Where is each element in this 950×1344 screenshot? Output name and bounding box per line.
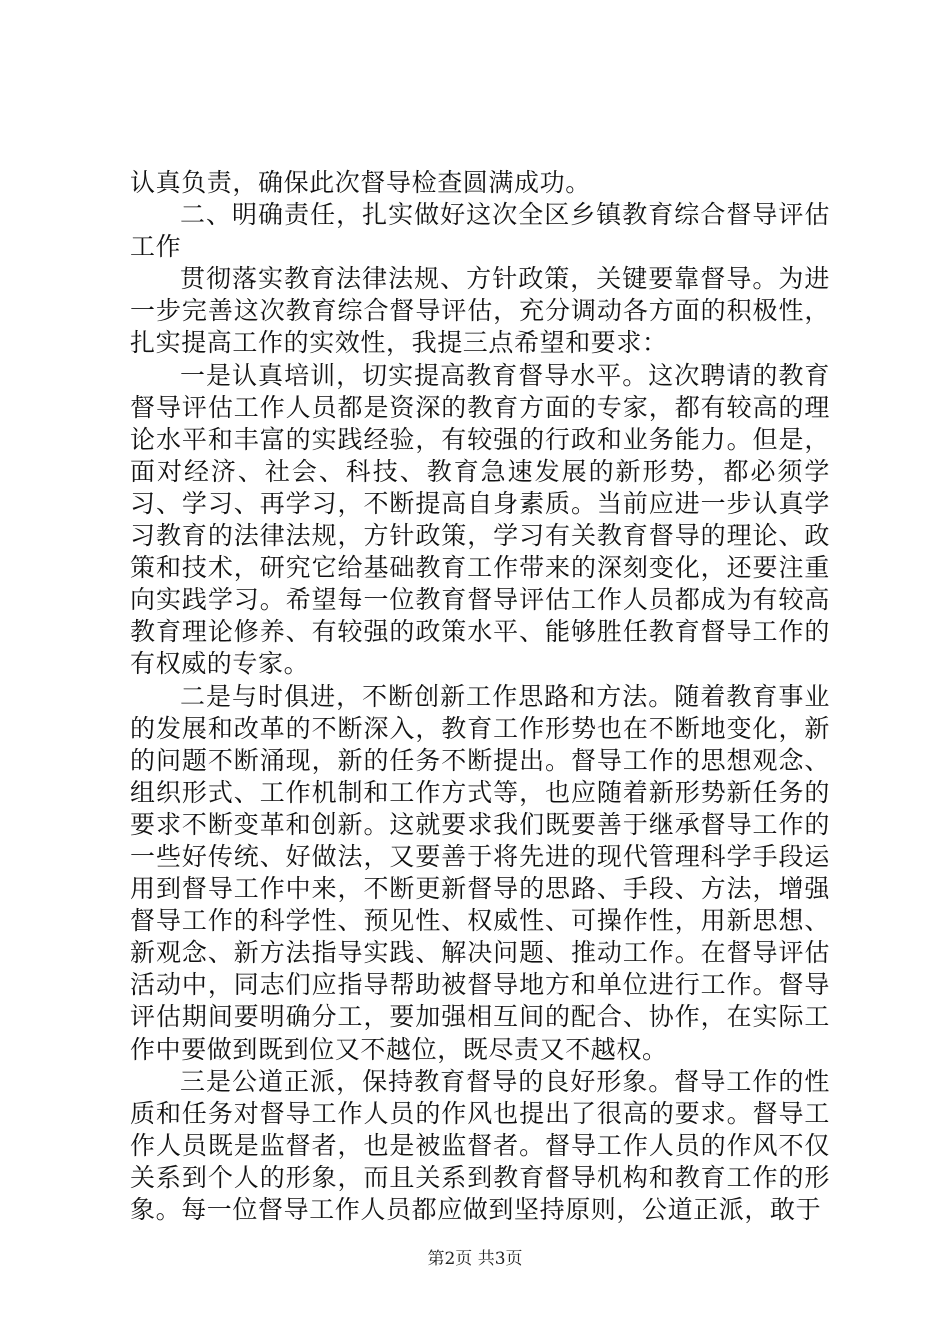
document-body <box>130 167 830 1226</box>
page-footer: 第2页 共3页 <box>427 1249 523 1269</box>
paragraph-point-one: 一是认真培训，切实提高教育督导水平。这次聘请的教育督导评估工作人员都是资深的教育方面的专家，都有较高的理论水平和丰富的实践经验，有较强的行政和业务能力。但是，面对经济、社会、科技、教育急速发展的新形势，都必须学习、学习、再学习，不断提高自身素质。当前应进一步认真学习教育的法律法规，方针政策，学习有关教育督导的理论、政策和技术，研究它给基础教育工作带来的深刻变化，还要注重向实践学习。希望每一位教育督导评估工作人员都成为有较高教育理论修养、有较强的政策水平、能够胜任教育督导工作的有权威的专家。 <box>130 360 830 679</box>
paragraph-continuation: 认真负责，确保此次督导检查圆满成功。 <box>130 168 591 197</box>
section-heading: 二、明确责任，扎实做好这次全区乡镇教育综合督导评估工作 <box>130 200 830 262</box>
paragraph-intro: 贯彻落实教育法律法规、方针政策，关键要靠督导。为进一步完善这次教育综合督导评估，充分调动各方面的积极性，扎实提高工作的实效性，我提三点希望和要求： <box>130 264 830 358</box>
paragraph-point-two: 二是与时俱进，不断创新工作思路和方法。随着教育事业的发展和改革的不断深入，教育工作形势也在不断地变化，新的问题不断涌现，新的任务不断提出。督导工作的思想观念、组织形式、工作机制和工作方式等，也应随着新形势新任务的要求不断变革和创新。这就要求我们既要善于继承督导工作的一些好传统、好做法，又要善于将先进的现代管理科学手段运用到督导工作中来，不断更新督导的思路、手段、方法，增强督导工作的科学性、预见性、权威性、可操作性，用新思想、新观念、新方法指导实践、解决问题、推动工作。在督导评估活动中，同志们应指导帮助被督导地方和单位进行工作。督导评估期间要明确分工，要加强相互间的配合、协作，在实际工作中要做到既到位又不越位，既尽责又不越权。 <box>130 681 830 1064</box>
paragraph-point-three: 三是公道正派，保持教育督导的良好形象。督导工作的性质和任务对督导工作人员的作风也提出了很高的要求。督导工作人员既是监督者，也是被监督者。督导工作人员的作风不仅关系到个人的形象，而且关系到教育督导机构和教育工作的形象。每一位督导工作人员都应做到坚持原则，公道正派，敢于 <box>130 1066 830 1224</box>
